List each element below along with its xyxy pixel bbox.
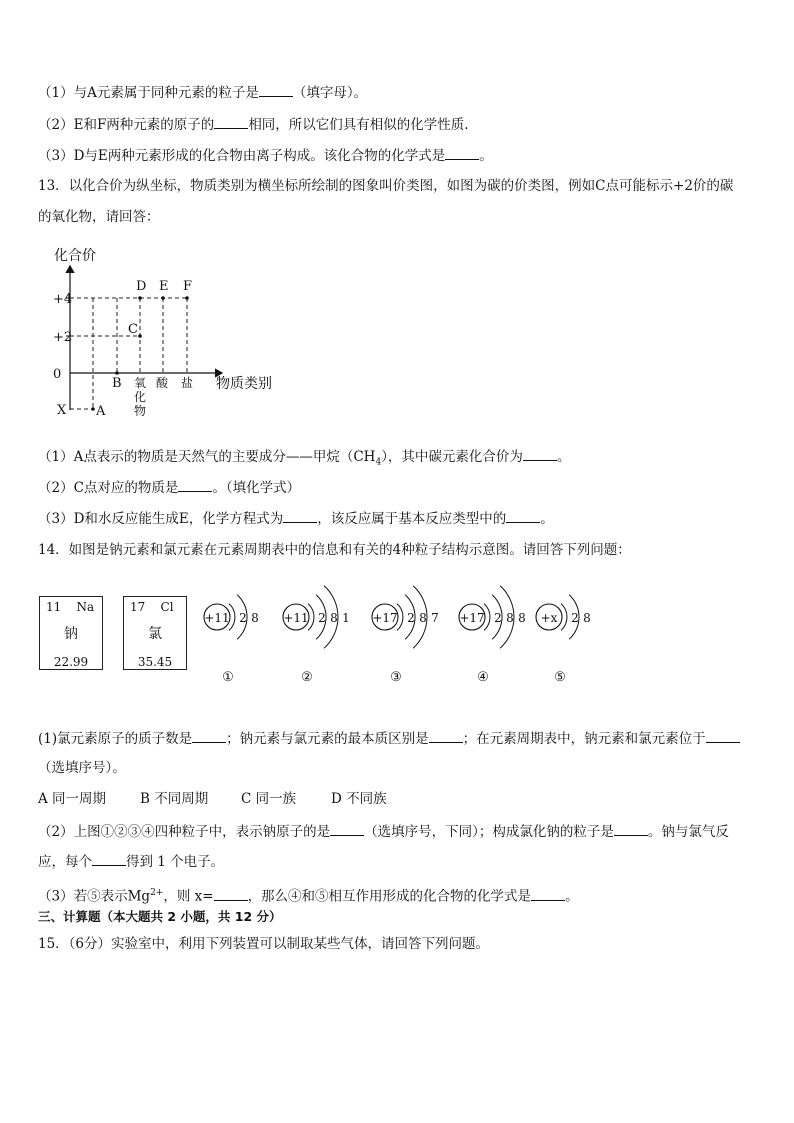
atomic-number: 17: [130, 600, 146, 614]
point-label-D: D: [136, 279, 147, 294]
nucleus-charge: +17: [372, 611, 398, 625]
answer-blank[interactable]: [192, 729, 226, 743]
shell-electron-count: 8: [251, 611, 259, 625]
q13-part2: [38, 478, 300, 497]
data-point-D: [138, 296, 142, 300]
shell-electron-count: 8: [506, 611, 514, 625]
point-label-E: E: [159, 279, 169, 294]
superscript: 2+: [150, 888, 164, 898]
shell-electron-count: 1: [342, 611, 350, 625]
particle-label: ②: [301, 670, 313, 685]
data-point-A: [91, 407, 95, 411]
point-label-B: B: [112, 376, 122, 391]
shell-electron-count: 8: [518, 611, 526, 625]
q14-part2-line2: [38, 852, 224, 871]
option-c[interactable]: C 同一族: [241, 791, 297, 807]
q12-part2-tail: 相同，所以它们具有相似的化学性质.: [248, 117, 469, 133]
q12-part1-text: （1）与A元素属于同种元素的粒子是: [38, 85, 259, 101]
shell-electron-count: 2: [318, 611, 326, 625]
data-point-C: [138, 334, 142, 338]
x-axis-label: 物质类别: [216, 376, 272, 392]
x-tick-label: 酸: [156, 376, 169, 390]
point-label-C: C: [128, 322, 138, 337]
element-card-header: [46, 600, 94, 614]
q13-part3-mid: ，该反应属于基本反应类型中的: [317, 511, 507, 527]
q14-part1-mid1: ；钠元素与氯元素的最本质区别是: [226, 731, 429, 747]
nucleus-charge: +11: [283, 611, 309, 625]
q12-part3: [38, 146, 493, 165]
nucleus-charge: +x: [540, 611, 558, 625]
y-tick-label: X: [57, 403, 67, 418]
particle-label: ①: [222, 670, 234, 685]
q13-part1-tail: 。: [556, 449, 571, 465]
shell-electron-count: 2: [494, 611, 502, 625]
q13-part2-text: （2）C点对应的物质是: [38, 480, 179, 496]
q13-part1: [38, 447, 570, 472]
answer-blank[interactable]: [531, 887, 565, 901]
valence-class-chart: [0, 240, 300, 430]
q14-stem: 14．如图是钠元素和氯元素在元素周期表中的信息和有关的4种粒子结构示意图。请回答下列问题：: [38, 542, 631, 558]
q14-part3-text: （3）若⑤表示Mg: [38, 888, 151, 905]
data-point-F: [185, 296, 189, 300]
element-name: 钠: [64, 626, 78, 642]
answer-blank[interactable]: [429, 729, 463, 743]
data-point-B: [115, 371, 119, 375]
q14-part2-mid1: （选填序号，下同）；构成氯化钠的粒子是: [364, 824, 614, 840]
answer-blank[interactable]: [214, 115, 248, 129]
q14-part1-mid2: ；在元素周期表中，钠元素和氯元素位于: [462, 731, 706, 747]
x-tick-label-oxide: 化: [134, 390, 147, 404]
q14-part2-tail: 得到 1 个电子。: [126, 854, 225, 870]
q12-part2-text: （2）E和F两种元素的原子的: [38, 117, 215, 133]
q13-part1-text: （1）A点表示的物质是天然气的主要成分——甲烷（CH: [38, 449, 376, 465]
element-card-chlorine: [123, 596, 187, 670]
shell-electron-count: 8: [330, 611, 338, 625]
q14-part1-line2: （选填序号）。: [38, 760, 126, 776]
q15-stem: 15．（6分）实验室中，利用下列装置可以制取某些气体，请回答下列问题。: [38, 936, 490, 952]
q13-part3-tail: 。: [540, 511, 554, 527]
q12-part3-tail: 。: [479, 148, 493, 164]
option-b[interactable]: B 不同周期: [140, 791, 209, 807]
q13-part1-mid: ），其中碳元素化合价为: [381, 449, 523, 465]
shell-electron-count: 7: [431, 611, 439, 625]
answer-blank[interactable]: [259, 83, 293, 97]
y-axis-label: 化合价: [54, 248, 96, 264]
element-name: 氯: [148, 626, 162, 642]
y-tick-label: +4: [53, 292, 73, 307]
x-tick-label-oxide: 物: [134, 404, 147, 418]
atomic-mass: 35.45: [137, 655, 173, 669]
q14-part3: [38, 884, 579, 906]
y-tick-label: +2: [53, 330, 73, 345]
particle-structure-diagrams: [190, 570, 610, 690]
element-symbol: Cl: [160, 600, 174, 614]
nucleus-charge: +17: [459, 611, 485, 625]
q14-part1-text: (1)氯元素原子的质子数是: [38, 731, 193, 747]
q13-part3-text: （3）D和水反应能生成E，化学方程式为: [38, 511, 284, 527]
q13-stem-line1: 13．以化合价为纵坐标，物质类别为横坐标所绘制的图象叫价类图，如图为碳的价类图，例如C点可能标示+2价的碳: [38, 178, 734, 194]
q14-part1-line1: [38, 729, 740, 748]
answer-blank[interactable]: [178, 478, 212, 492]
point-label-F: F: [183, 279, 193, 294]
shell-electron-count: 2: [239, 611, 247, 625]
answer-blank[interactable]: [92, 852, 126, 866]
answer-blank[interactable]: [445, 146, 479, 160]
answer-blank[interactable]: [614, 822, 648, 836]
q12-part2: [38, 115, 469, 134]
answer-blank[interactable]: [214, 887, 248, 901]
y-tick-label: 0: [53, 367, 62, 382]
nucleus-charge: +11: [204, 611, 230, 625]
q14-part3-mid1: ，则 x=: [163, 888, 214, 905]
element-card-sodium: [39, 596, 103, 670]
answer-blank[interactable]: [283, 509, 317, 523]
x-tick-label: 盐: [181, 376, 194, 390]
q14-part2-line2-text: 应，每个: [38, 854, 92, 870]
answer-blank[interactable]: [330, 822, 364, 836]
shell-electron-count: 2: [407, 611, 415, 625]
atomic-mass: 22.99: [53, 655, 89, 669]
section-title: 三、计算题（本大题共 2 小题，共 12 分）: [38, 909, 282, 924]
q12-part1: [38, 83, 367, 102]
q14-part2-mid2: 。钠与氯气反: [647, 824, 729, 840]
option-d[interactable]: D 不同族: [331, 791, 387, 807]
point-label-A: A: [96, 404, 106, 419]
q13-stem-line2: 的氧化物，请回答：: [38, 209, 160, 225]
shell-electron-count: 2: [571, 611, 579, 625]
option-a[interactable]: A 同一周期: [38, 791, 107, 807]
particle-label: ③: [390, 670, 402, 685]
q12-part1-tail: （填字母）。: [292, 85, 368, 101]
shell-electron-count: 8: [583, 611, 591, 625]
q14-part2-line1: [38, 822, 729, 841]
answer-blank[interactable]: [506, 509, 540, 523]
subscript: 4: [375, 457, 382, 468]
q14-part3-tail: 。: [565, 888, 579, 905]
element-card-header: [130, 600, 174, 614]
q14-part3-mid2: ，那么④和⑤相互作用形成的化合物的化学式是: [247, 888, 532, 905]
particle-label: ④: [477, 670, 489, 685]
answer-blank[interactable]: [523, 447, 557, 461]
particle-label: ⑤: [554, 670, 566, 685]
q14-part2-text: （2）上图①②③④四种粒子中，表示钠原子的是: [38, 824, 331, 840]
data-point-E: [161, 296, 165, 300]
q12-part3-text: （3）D与E两种元素形成的化合物由离子构成。该化合物的化学式是: [38, 148, 446, 164]
atomic-number: 11: [46, 600, 62, 614]
q13-part3: [38, 509, 554, 528]
element-symbol: Na: [76, 600, 95, 614]
q13-part2-tail: 。（填化学式）: [212, 480, 301, 496]
shell-electron-count: 8: [419, 611, 427, 625]
x-tick-label-oxide: 氧: [134, 376, 147, 390]
answer-blank[interactable]: [706, 729, 740, 743]
